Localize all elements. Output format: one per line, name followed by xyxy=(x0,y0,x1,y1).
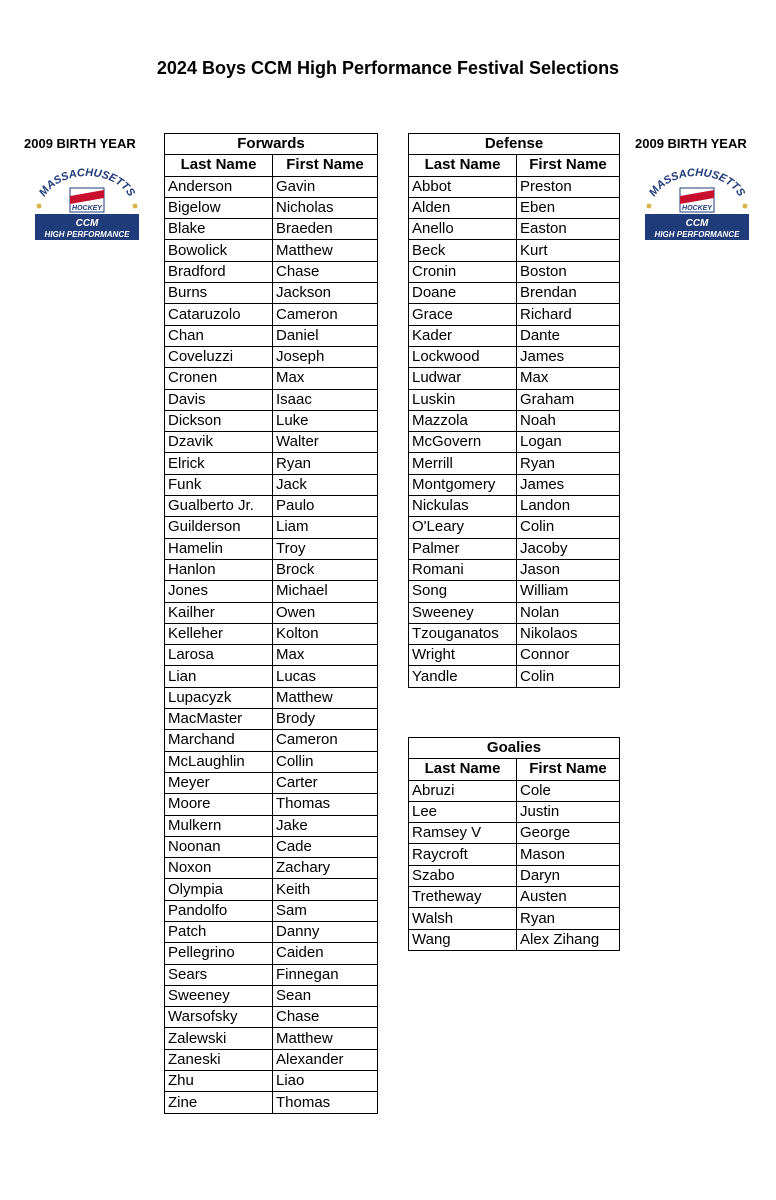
first-name-cell: Daniel xyxy=(273,325,378,346)
player-row xyxy=(165,219,378,240)
last-name-cell: Ramsey V xyxy=(409,823,517,844)
first-name-cell: Danny xyxy=(273,921,378,942)
player-row xyxy=(165,921,378,942)
last-name-cell: Jones xyxy=(165,581,273,602)
player-row xyxy=(409,496,620,517)
last-name-cell: Luskin xyxy=(409,389,517,410)
logo-arc-text: MASSACHUSETTS xyxy=(37,168,138,199)
last-name-cell: Meyer xyxy=(165,772,273,793)
player-row xyxy=(165,1071,378,1092)
logo-band-text: HIGH PERFORMANCE xyxy=(44,230,130,239)
first-name-header: First Name xyxy=(273,155,378,176)
first-name-cell: Graham xyxy=(517,389,620,410)
last-name-cell: Beck xyxy=(409,240,517,261)
first-name-cell: Thomas xyxy=(273,1092,378,1113)
player-row xyxy=(165,240,378,261)
first-name-cell: Luke xyxy=(273,410,378,431)
first-name-cell: Chase xyxy=(273,1007,378,1028)
player-row xyxy=(165,602,378,623)
last-name-cell: Lee xyxy=(409,801,517,822)
first-name-cell: Landon xyxy=(517,496,620,517)
first-name-cell: Connor xyxy=(517,645,620,666)
last-name-cell: Mazzola xyxy=(409,410,517,431)
last-name-cell: Hamelin xyxy=(165,538,273,559)
first-name-cell: Ryan xyxy=(517,908,620,929)
last-name-cell: Mulkern xyxy=(165,815,273,836)
last-name-header: Last Name xyxy=(165,155,273,176)
player-row xyxy=(409,432,620,453)
first-name-cell: Owen xyxy=(273,602,378,623)
player-row xyxy=(165,517,378,538)
player-row xyxy=(409,219,620,240)
first-name-cell: Keith xyxy=(273,879,378,900)
player-row xyxy=(165,858,378,879)
last-name-cell: Zalewski xyxy=(165,1028,273,1049)
last-name-cell: Bradford xyxy=(165,261,273,282)
last-name-cell: McGovern xyxy=(409,432,517,453)
player-row xyxy=(409,645,620,666)
last-name-cell: Zhu xyxy=(165,1071,273,1092)
player-row xyxy=(165,496,378,517)
first-name-cell: Colin xyxy=(517,666,620,687)
player-row xyxy=(165,304,378,325)
birth-year-label-right: 2009 BIRTH YEAR xyxy=(635,136,747,151)
player-row xyxy=(165,836,378,857)
first-name-cell: Finnegan xyxy=(273,964,378,985)
player-row xyxy=(165,410,378,431)
first-name-cell: Lucas xyxy=(273,666,378,687)
player-row xyxy=(165,368,378,389)
first-name-cell: Collin xyxy=(273,751,378,772)
player-row xyxy=(165,1028,378,1049)
last-name-cell: Coveluzzi xyxy=(165,346,273,367)
first-name-cell: Jason xyxy=(517,559,620,580)
first-name-cell: Cade xyxy=(273,836,378,857)
last-name-cell: Tretheway xyxy=(409,887,517,908)
player-row xyxy=(165,645,378,666)
first-name-cell: Logan xyxy=(517,432,620,453)
last-name-cell: Cronen xyxy=(165,368,273,389)
last-name-cell: Cataruzolo xyxy=(165,304,273,325)
player-row xyxy=(165,709,378,730)
player-row xyxy=(165,453,378,474)
first-name-cell: Carter xyxy=(273,772,378,793)
first-name-cell: Cameron xyxy=(273,730,378,751)
player-row xyxy=(165,559,378,580)
first-name-cell: Matthew xyxy=(273,240,378,261)
last-name-cell: Moore xyxy=(165,794,273,815)
defense-title: Defense xyxy=(409,134,620,155)
last-name-header: Last Name xyxy=(409,155,517,176)
last-name-cell: Sweeney xyxy=(165,985,273,1006)
first-name-cell: Caiden xyxy=(273,943,378,964)
first-name-cell: Noah xyxy=(517,410,620,431)
player-row xyxy=(165,985,378,1006)
first-name-cell: Max xyxy=(273,368,378,389)
player-row xyxy=(165,879,378,900)
first-name-cell: Dante xyxy=(517,325,620,346)
player-row xyxy=(409,368,620,389)
player-row xyxy=(165,964,378,985)
goalies-table xyxy=(408,737,620,951)
last-name-cell: Funk xyxy=(165,474,273,495)
first-name-cell: Isaac xyxy=(273,389,378,410)
forwards-title: Forwards xyxy=(165,134,378,155)
last-name-cell: Sweeney xyxy=(409,602,517,623)
last-name-cell: Palmer xyxy=(409,538,517,559)
last-name-cell: Montgomery xyxy=(409,474,517,495)
last-name-cell: Anello xyxy=(409,219,517,240)
first-name-cell: Nolan xyxy=(517,602,620,623)
last-name-cell: Warsofsky xyxy=(165,1007,273,1028)
last-name-cell: Pellegrino xyxy=(165,943,273,964)
first-name-cell: Jake xyxy=(273,815,378,836)
player-row xyxy=(165,283,378,304)
last-name-cell: Kailher xyxy=(165,602,273,623)
last-name-cell: Grace xyxy=(409,304,517,325)
last-name-cell: Nickulas xyxy=(409,496,517,517)
player-row xyxy=(165,389,378,410)
player-row xyxy=(409,908,620,929)
player-row xyxy=(409,453,620,474)
last-name-cell: McLaughlin xyxy=(165,751,273,772)
last-name-cell: Raycroft xyxy=(409,844,517,865)
player-row xyxy=(409,261,620,282)
last-name-cell: Abruzi xyxy=(409,780,517,801)
first-name-cell: William xyxy=(517,581,620,602)
last-name-cell: Davis xyxy=(165,389,273,410)
player-row xyxy=(165,815,378,836)
player-row xyxy=(409,559,620,580)
first-name-cell: Alex Zihang xyxy=(517,929,620,950)
first-name-cell: Preston xyxy=(517,176,620,197)
last-name-header: Last Name xyxy=(409,759,517,780)
first-name-cell: Gavin xyxy=(273,176,378,197)
first-name-cell: Nikolaos xyxy=(517,623,620,644)
first-name-cell: Max xyxy=(517,368,620,389)
first-name-cell: Liam xyxy=(273,517,378,538)
player-row xyxy=(165,1007,378,1028)
last-name-cell: Patch xyxy=(165,921,273,942)
player-row xyxy=(165,538,378,559)
first-name-cell: Easton xyxy=(517,219,620,240)
last-name-cell: Romani xyxy=(409,559,517,580)
player-row xyxy=(165,176,378,197)
player-row xyxy=(409,623,620,644)
player-row xyxy=(409,410,620,431)
last-name-cell: Dzavik xyxy=(165,432,273,453)
last-name-cell: Bigelow xyxy=(165,197,273,218)
player-row xyxy=(409,517,620,538)
last-name-cell: Anderson xyxy=(165,176,273,197)
last-name-cell: Song xyxy=(409,581,517,602)
player-row xyxy=(165,943,378,964)
first-name-cell: Thomas xyxy=(273,794,378,815)
player-row xyxy=(165,325,378,346)
first-name-cell: Richard xyxy=(517,304,620,325)
player-row xyxy=(409,325,620,346)
player-row xyxy=(409,474,620,495)
player-row xyxy=(165,197,378,218)
last-name-cell: Larosa xyxy=(165,645,273,666)
mass-hockey-ccm-logo-left xyxy=(32,168,142,258)
player-row xyxy=(409,780,620,801)
last-name-cell: Wang xyxy=(409,929,517,950)
last-name-cell: Doane xyxy=(409,283,517,304)
last-name-cell: Lupacyzk xyxy=(165,687,273,708)
player-row xyxy=(409,844,620,865)
last-name-cell: O'Leary xyxy=(409,517,517,538)
last-name-cell: Walsh xyxy=(409,908,517,929)
logo-shield-text: HOCKEY xyxy=(682,205,712,212)
first-name-cell: James xyxy=(517,474,620,495)
last-name-cell: Merrill xyxy=(409,453,517,474)
last-name-cell: Olympia xyxy=(165,879,273,900)
player-row xyxy=(165,261,378,282)
first-name-cell: Paulo xyxy=(273,496,378,517)
last-name-cell: Wright xyxy=(409,645,517,666)
player-row xyxy=(409,389,620,410)
first-name-cell: Eben xyxy=(517,197,620,218)
first-name-cell: Matthew xyxy=(273,687,378,708)
logo-arc-text: MASSACHUSETTS xyxy=(647,168,748,199)
player-row xyxy=(409,538,620,559)
player-row xyxy=(165,474,378,495)
last-name-cell: Sears xyxy=(165,964,273,985)
player-row xyxy=(409,823,620,844)
player-row xyxy=(409,887,620,908)
first-name-cell: Walter xyxy=(273,432,378,453)
first-name-cell: Jackson xyxy=(273,283,378,304)
last-name-cell: Lian xyxy=(165,666,273,687)
player-row xyxy=(165,1049,378,1070)
forwards-table xyxy=(164,133,378,1114)
player-row xyxy=(409,581,620,602)
player-row xyxy=(409,346,620,367)
first-name-cell: Justin xyxy=(517,801,620,822)
first-name-cell: Brody xyxy=(273,709,378,730)
player-row xyxy=(165,623,378,644)
first-name-cell: Braeden xyxy=(273,219,378,240)
player-row xyxy=(409,240,620,261)
logo-shield-text: HOCKEY xyxy=(72,205,102,212)
player-row xyxy=(165,794,378,815)
player-row xyxy=(165,772,378,793)
last-name-cell: Guilderson xyxy=(165,517,273,538)
last-name-cell: Zine xyxy=(165,1092,273,1113)
first-name-cell: Max xyxy=(273,645,378,666)
first-name-cell: Ryan xyxy=(273,453,378,474)
player-row xyxy=(409,283,620,304)
first-name-cell: Brendan xyxy=(517,283,620,304)
last-name-cell: Marchand xyxy=(165,730,273,751)
last-name-cell: Pandolfo xyxy=(165,900,273,921)
last-name-cell: Dickson xyxy=(165,410,273,431)
first-name-header: First Name xyxy=(517,759,620,780)
first-name-cell: Cole xyxy=(517,780,620,801)
last-name-cell: Burns xyxy=(165,283,273,304)
last-name-cell: Yandle xyxy=(409,666,517,687)
last-name-cell: Abbot xyxy=(409,176,517,197)
goalies-title: Goalies xyxy=(409,738,620,759)
first-name-cell: Michael xyxy=(273,581,378,602)
last-name-cell: Kelleher xyxy=(165,623,273,644)
first-name-cell: Liao xyxy=(273,1071,378,1092)
player-row xyxy=(165,730,378,751)
player-row xyxy=(165,751,378,772)
first-name-cell: Brock xyxy=(273,559,378,580)
first-name-cell: Kurt xyxy=(517,240,620,261)
last-name-cell: Chan xyxy=(165,325,273,346)
first-name-header: First Name xyxy=(517,155,620,176)
first-name-cell: George xyxy=(517,823,620,844)
first-name-cell: Nicholas xyxy=(273,197,378,218)
first-name-cell: Sam xyxy=(273,900,378,921)
first-name-cell: Austen xyxy=(517,887,620,908)
first-name-cell: Ryan xyxy=(517,453,620,474)
player-row xyxy=(409,666,620,687)
last-name-cell: Noxon xyxy=(165,858,273,879)
last-name-cell: Noonan xyxy=(165,836,273,857)
player-row xyxy=(165,432,378,453)
logo-brand-text: CCM xyxy=(75,218,99,229)
player-row xyxy=(409,801,620,822)
first-name-cell: Colin xyxy=(517,517,620,538)
first-name-cell: Daryn xyxy=(517,865,620,886)
birth-year-label-left: 2009 BIRTH YEAR xyxy=(24,136,136,151)
last-name-cell: MacMaster xyxy=(165,709,273,730)
last-name-cell: Szabo xyxy=(409,865,517,886)
last-name-cell: Alden xyxy=(409,197,517,218)
last-name-cell: Elrick xyxy=(165,453,273,474)
player-row xyxy=(409,176,620,197)
player-row xyxy=(409,197,620,218)
page-title: 2024 Boys CCM High Performance Festival Selections xyxy=(156,58,620,78)
first-name-cell: Matthew xyxy=(273,1028,378,1049)
first-name-cell: Zachary xyxy=(273,858,378,879)
player-row xyxy=(165,1092,378,1113)
first-name-cell: Cameron xyxy=(273,304,378,325)
player-row xyxy=(409,602,620,623)
last-name-cell: Lockwood xyxy=(409,346,517,367)
last-name-cell: Zaneski xyxy=(165,1049,273,1070)
last-name-cell: Blake xyxy=(165,219,273,240)
first-name-cell: Kolton xyxy=(273,623,378,644)
first-name-cell: Jack xyxy=(273,474,378,495)
first-name-cell: Chase xyxy=(273,261,378,282)
player-row xyxy=(165,666,378,687)
last-name-cell: Bowolick xyxy=(165,240,273,261)
logo-brand-text: CCM xyxy=(685,218,709,229)
first-name-cell: Mason xyxy=(517,844,620,865)
last-name-cell: Tzouganatos xyxy=(409,623,517,644)
mass-hockey-ccm-logo-right xyxy=(642,168,752,258)
first-name-cell: Jacoby xyxy=(517,538,620,559)
defense-table xyxy=(408,133,620,688)
first-name-cell: Sean xyxy=(273,985,378,1006)
player-row xyxy=(409,929,620,950)
first-name-cell: Joseph xyxy=(273,346,378,367)
last-name-cell: Hanlon xyxy=(165,559,273,580)
first-name-cell: Troy xyxy=(273,538,378,559)
player-row xyxy=(165,687,378,708)
first-name-cell: Boston xyxy=(517,261,620,282)
first-name-cell: Alexander xyxy=(273,1049,378,1070)
player-row xyxy=(165,581,378,602)
logo-band-text: HIGH PERFORMANCE xyxy=(654,230,740,239)
last-name-cell: Cronin xyxy=(409,261,517,282)
last-name-cell: Kader xyxy=(409,325,517,346)
player-row xyxy=(165,900,378,921)
first-name-cell: James xyxy=(517,346,620,367)
last-name-cell: Ludwar xyxy=(409,368,517,389)
player-row xyxy=(165,346,378,367)
last-name-cell: Gualberto Jr. xyxy=(165,496,273,517)
player-row xyxy=(409,304,620,325)
player-row xyxy=(409,865,620,886)
